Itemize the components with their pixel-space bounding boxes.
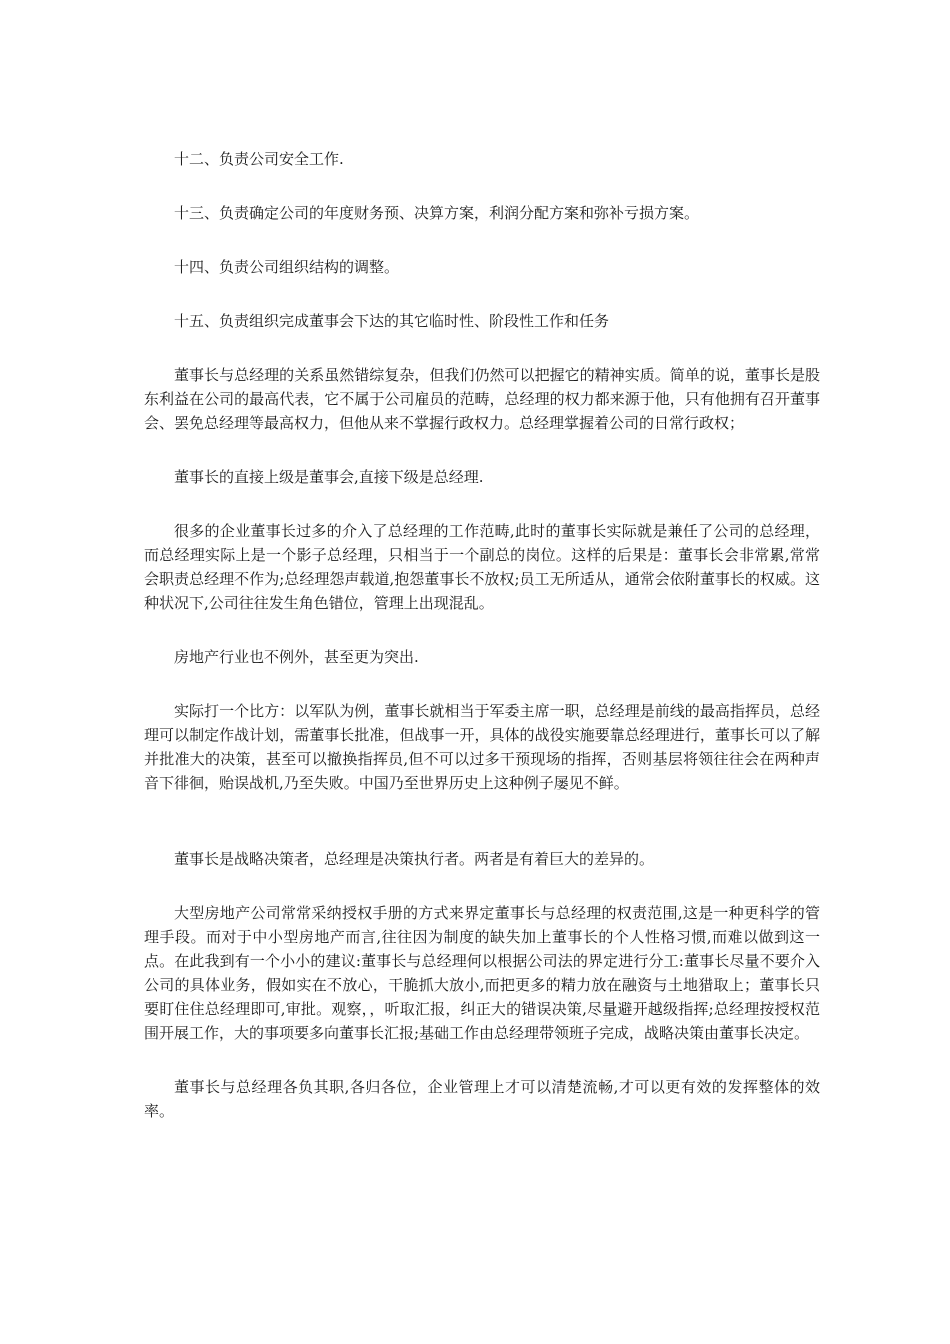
paragraph-15: 十五、负责组织完成董事会下达的其它临时性、阶段性工作和任务 — [174, 312, 610, 330]
document-body — [144, 147, 820, 1123]
paragraph-14: 十四、负责公司组织结构的调整。 — [174, 258, 400, 276]
paragraph-relationship: 董事长与总经理的关系虽然错综复杂，但我们仍然可以把握它的精神实质。简单的说，董事长是股东利益在公司的最高代表，它不属于公司雇员的范畴，总经理的权力都来源于他，只有他拥有召开董事会、罢免总经理等最高权力，但他从来不掌握行政权力。总经理掌握着公司的日常行政权； — [144, 366, 820, 432]
paragraph-hierarchy: 董事长的直接上级是董事会,直接下级是总经理. — [174, 468, 484, 486]
paragraph-12: 十二、负责公司安全工作. — [174, 150, 344, 168]
paragraph-real-estate: 房地产行业也不例外，甚至更为突出. — [174, 648, 419, 666]
paragraph-13: 十三、负责确定公司的年度财务预、决算方案，利润分配方案和弥补亏损方案。 — [174, 204, 700, 222]
paragraph-overreach: 很多的企业董事长过多的介入了总经理的工作范畴,此时的董事长实际就是兼任了公司的总经理，而总经理实际上是一个影子总经理，只相当于一个副总的岗位。这样的后果是：董事长会非常累,常常会职责总经理不作为;总经理怨声载道,抱怨董事长不放权;员工无所适从，通常会依附董事长的权威。这种状况下,公司往往发生角色错位，管理上出现混乱。 — [144, 522, 820, 612]
paragraph-conclusion: 董事长与总经理各负其职,各归各位，企业管理上才可以清楚流畅,才可以更有效的发挥整体的效率。 — [144, 1078, 820, 1120]
paragraph-authorization: 大型房地产公司常常采纳授权手册的方式来界定董事长与总经理的权责范围,这是一种更科学的管理手段。而对于中小型房地产而言,往往因为制度的缺失加上董事长的个人性格习惯,而难以做到这一点。在此我到有一个小小的建议:董事长与总经理何以根据公司法的界定进行分工:董事长尽量不要介入公司的具体业务，假如实在不放心，干脆抓大放小,而把更多的精力放在融资与土地猎取上；董事长只要盯住住总经理即可,审批。观察，，听取汇报，纠正大的错误决策,尽量避开越级指挥;总经理按授权范围开展工作，大的事项要多向董事长汇报;基础工作由总经理带领班子完成，战略决策由董事长决定。 — [144, 904, 820, 1042]
paragraph-strategy-execution: 董事长是战略决策者，总经理是决策执行者。两者是有着巨大的差异的。 — [174, 850, 655, 868]
paragraph-military-analogy: 实际打一个比方：以军队为例，董事长就相当于军委主席一职，总经理是前线的最高指挥员，总经理可以制定作战计划，需董事长批准，但战事一开，具体的战役实施要靠总经理进行，董事长可以了解并批准大的决策，甚至可以撤换指挥员,但不可以过多干预现场的指挥，否则基层将领往往会在两种声音下徘徊，贻误战机,乃至失败。中国乃至世界历史上这种例子屡见不鲜。 — [144, 702, 820, 792]
